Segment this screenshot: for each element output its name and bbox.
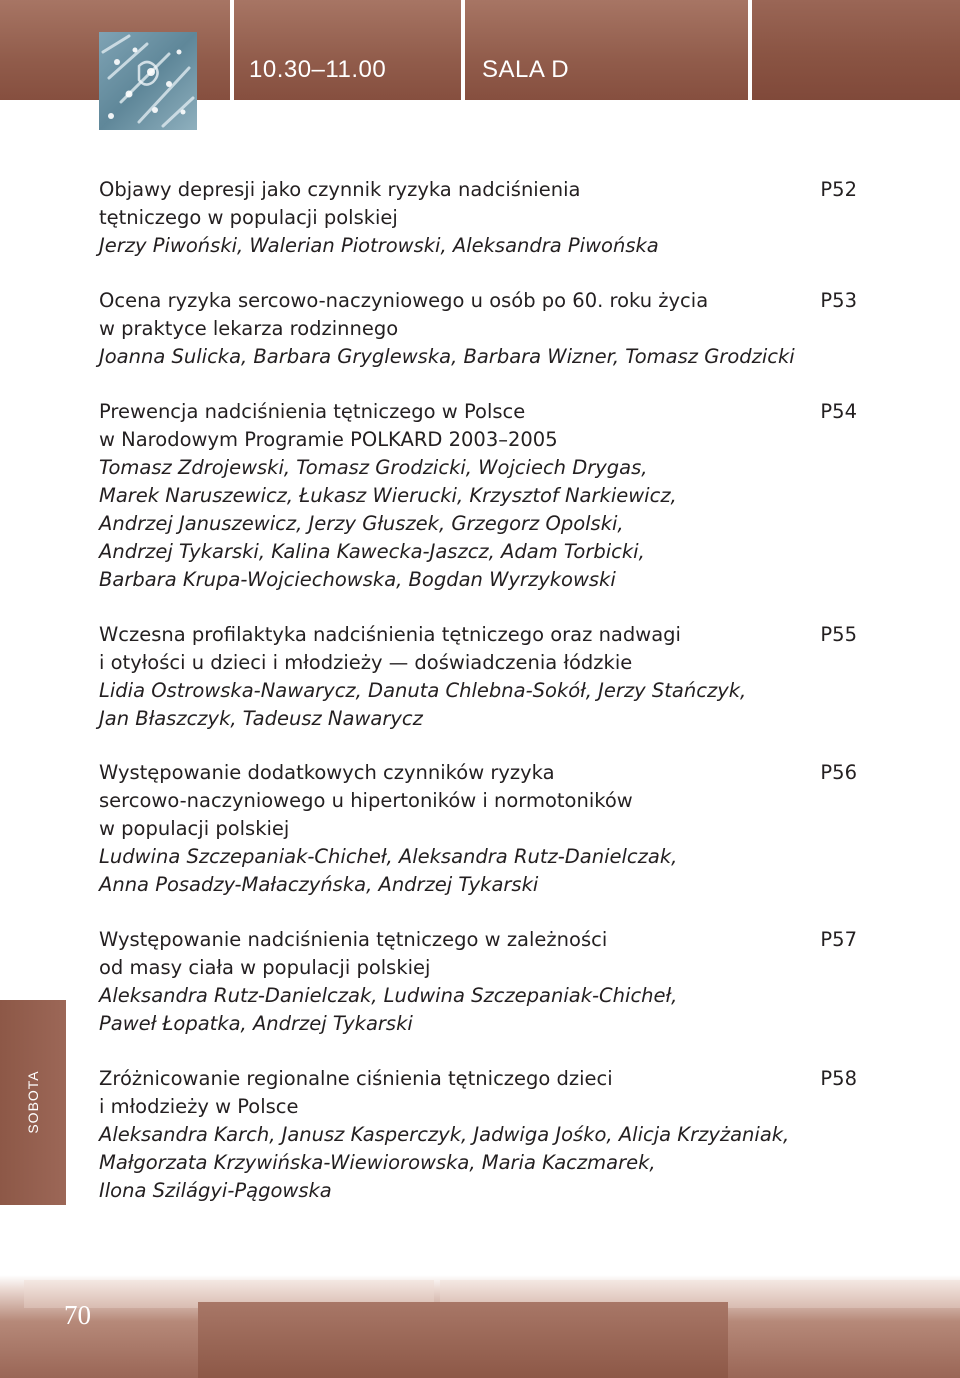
abstract-title: Prewencja nadciśnienia tętniczego w Polsce w Narodowym Programie POLKARD 2003–2005 (99, 400, 558, 451)
mosaic-logo-icon (99, 32, 197, 130)
abstract-entry (99, 1065, 859, 1205)
abstract-entry (99, 176, 859, 260)
abstract-entry (99, 759, 859, 899)
abstract-title: Zróżnicowanie regionalne ciśnienia tętniczego dzieci i młodzieży w Polsce (99, 1067, 613, 1118)
abstract-title: Ocena ryzyka sercowo-naczyniowego u osób po 60. roku życia w praktyce lekarza rodzinnego (99, 289, 709, 340)
abstract-code: P56 (820, 761, 857, 784)
day-label: SOBOTA (25, 1070, 41, 1134)
abstract-code: P57 (820, 928, 857, 951)
abstract-entry (99, 287, 859, 371)
abstract-code: P55 (820, 623, 857, 646)
session-time: 10.30–11.00 (249, 56, 387, 83)
abstract-title: Występowanie dodatkowych czynników ryzyka sercowo-naczyniowego u hipertoników i normotoników w populacji polskiej (99, 761, 633, 840)
abstract-code: P54 (820, 400, 857, 423)
abstract-authors: Tomasz Zdrojewski, Tomasz Grodzicki, Wojciech Drygas, Marek Naruszewicz, Łukasz Wierucki, Krzysztof Narkiewicz, Andrzej Januszewicz, Jerzy Głuszek, Grzegorz Opolski, Andrzej Tykarski, Kalina Kawecka-Jaszcz, Adam Torbicki, Barbara Krupa-Wojciechowska, Bogdan Wyrzykowski (99, 456, 677, 591)
abstract-authors: Joanna Sulicka, Barbara Gryglewska, Barbara Wizner, Tomasz Grodzicki (99, 345, 795, 368)
session-room: SALA D (482, 56, 570, 83)
abstract-entry (99, 621, 859, 733)
footer-segment (198, 1302, 728, 1378)
abstract-title: Występowanie nadciśnienia tętniczego w zależności od masy ciała w populacji polskiej (99, 928, 608, 979)
abstract-entry (99, 398, 859, 594)
header-segment (465, 0, 748, 100)
abstract-title: Wczesna profilaktyka nadciśnienia tętniczego oraz nadwagi i otyłości u dzieci i młodzieży — doświadczenia łódzkie (99, 623, 681, 674)
abstract-authors: Jerzy Piwoński, Walerian Piotrowski, Aleksandra Piwońska (99, 234, 659, 257)
abstract-authors: Ludwina Szczepaniak-Chicheł, Aleksandra Rutz-Danielczak, Anna Posadzy-Małaczyńska, Andrzej Tykarski (99, 845, 678, 896)
header-segment (234, 0, 461, 100)
abstract-authors: Lidia Ostrowska-Nawarycz, Danuta Chlebna-Sokół, Jerzy Stańczyk, Jan Błaszczyk, Tadeusz Nawarycz (99, 679, 747, 730)
page-number: 70 (64, 1300, 91, 1330)
abstract-authors: Aleksandra Karch, Janusz Kasperczyk, Jadwiga Jośko, Alicja Krzyżaniak, Małgorzata Krzywińska-Wiewiorowska, Maria Kaczmarek, Ilona Szilágyi-Pągowska (99, 1123, 790, 1202)
abstract-title: Objawy depresji jako czynnik ryzyka nadciśnienia tętniczego w populacji polskiej (99, 178, 581, 229)
abstract-authors: Aleksandra Rutz-Danielczak, Ludwina Szczepaniak-Chicheł, Paweł Łopatka, Andrzej Tykarski (99, 984, 678, 1035)
header-divider (748, 0, 752, 100)
abstract-code: P58 (820, 1067, 857, 1090)
abstract-code: P53 (820, 289, 857, 312)
abstract-entry (99, 926, 859, 1038)
abstract-code: P52 (820, 178, 857, 201)
